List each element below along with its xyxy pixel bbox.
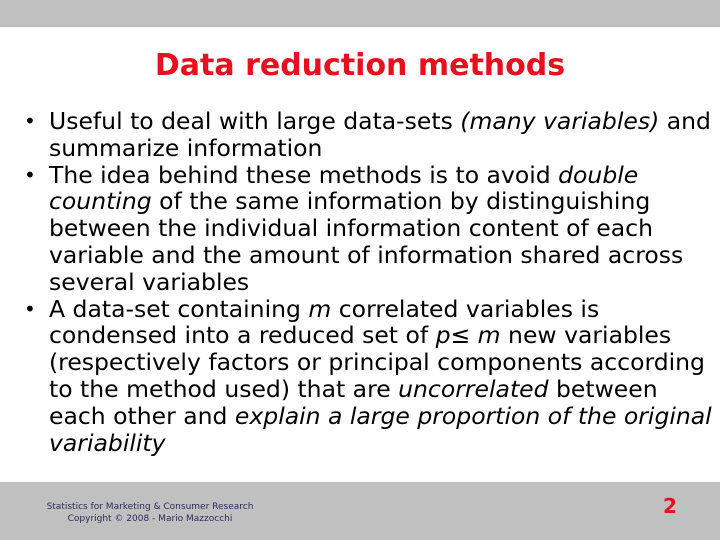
bullet-text: correlated variables is condensed into a reduced set of <box>49 294 600 350</box>
bullet-dot-icon: • <box>24 162 36 187</box>
bullet-dot-icon: • <box>24 296 36 321</box>
bullet-text-italic: p≤ m <box>435 321 501 350</box>
bullet-item <box>24 162 714 296</box>
bullet-dot-icon: • <box>24 109 36 133</box>
slide-title: Data reduction methods <box>154 48 566 83</box>
bullet-item <box>24 296 714 457</box>
bullet-text-italic: explain a large proportion of the original variability <box>49 401 712 457</box>
bullet-text-italic: (many variables) <box>460 107 660 135</box>
bullet-text: A data-set containing <box>49 294 309 323</box>
bullet-text-italic: m <box>308 294 332 323</box>
bullet-text-italic: double counting <box>49 160 639 216</box>
bullet-item <box>24 108 714 162</box>
bullet-text-italic: uncorrelated <box>398 374 549 403</box>
footer-line-copyright: Copyright © 2008 - Mario Mazzocchi <box>67 514 233 524</box>
bullet-text: of the same information by distinguishing between the individual information content of each variable and the amount of information shared across several variables <box>49 187 684 296</box>
bullet-text: new variables (respectively factors or principal components according to the method used) that are <box>49 321 705 403</box>
footer-credits <box>30 501 270 525</box>
bullet-text: Useful to deal with large data-sets <box>49 107 461 135</box>
bullet-text: The idea behind these methods is to avoid <box>49 160 559 189</box>
page-number: 2 <box>663 494 677 518</box>
bullet-list <box>24 108 714 456</box>
bullet-text: between each other and <box>49 374 658 430</box>
footer-line-course: Statistics for Marketing & Consumer Research <box>46 502 254 512</box>
bullet-text: and summarize information <box>49 107 711 162</box>
top-bar <box>0 0 720 27</box>
